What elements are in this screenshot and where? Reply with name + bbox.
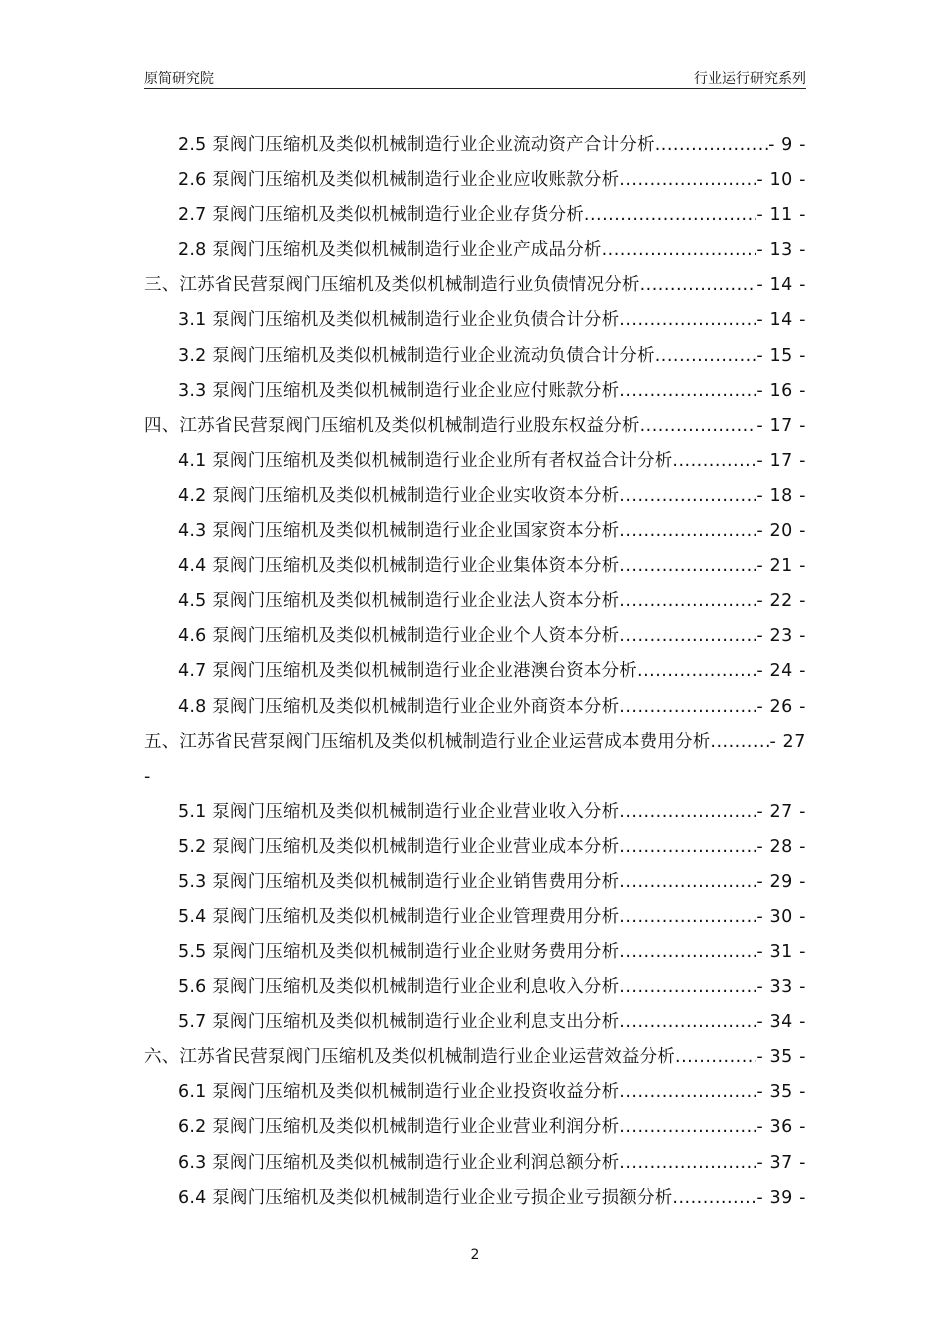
toc-entry-title: 四、江苏省民营泵阀门压缩机及类似机械制造行业股东权益分析 <box>144 415 640 436</box>
toc-leader-dots <box>619 619 756 654</box>
toc-leader-dots <box>619 1110 756 1145</box>
toc-entry-title: 2.7 泵阀门压缩机及类似机械制造行业企业存货分析 <box>178 205 584 226</box>
toc-leader-dots <box>640 409 757 444</box>
toc-leader-dots <box>619 584 756 619</box>
toc-leader-dots <box>672 1181 756 1216</box>
toc-entry-page: - 27 - <box>756 801 806 822</box>
toc-entry-title: 5.7 泵阀门压缩机及类似机械制造行业企业利息支出分析 <box>178 1012 620 1033</box>
toc-entry-page: - 21 - <box>756 556 806 577</box>
toc-entry[interactable] <box>144 1040 806 1075</box>
toc-entry-title: 六、江苏省民营泵阀门压缩机及类似机械制造行业企业运营效益分析 <box>144 1047 675 1068</box>
header-series-title: 行业运行研究系列 <box>694 71 806 87</box>
toc-entry[interactable] <box>144 865 806 900</box>
toc-leader-dots <box>619 970 756 1005</box>
toc-leader-dots <box>619 549 756 584</box>
toc-entry-title: 4.8 泵阀门压缩机及类似机械制造行业企业外商资本分析 <box>178 696 620 717</box>
toc-entry-title: 5.4 泵阀门压缩机及类似机械制造行业企业管理费用分析 <box>178 906 620 927</box>
toc-entry-title: 2.8 泵阀门压缩机及类似机械制造行业企业产成品分析 <box>178 240 602 261</box>
toc-entry-title: 6.4 泵阀门压缩机及类似机械制造行业企业亏损企业亏损额分析 <box>178 1187 673 1208</box>
toc-entry-page: - 35 - <box>756 1047 806 1068</box>
toc-entry[interactable] <box>144 725 806 795</box>
toc-leader-dots <box>710 725 769 760</box>
toc-entry-page: - 23 - <box>756 626 806 647</box>
toc-entry[interactable] <box>144 479 806 514</box>
toc-entry-title: 三、江苏省民营泵阀门压缩机及类似机械制造行业负债情况分析 <box>144 275 640 296</box>
toc-leader-dots <box>619 935 756 970</box>
toc-entry-page: - 16 - <box>756 380 806 401</box>
toc-entry-page: - 26 - <box>756 696 806 717</box>
toc-entry-page: - 9 - <box>768 135 806 155</box>
toc-leader-dots <box>619 374 756 409</box>
toc-entry[interactable] <box>144 1146 806 1181</box>
toc-entry[interactable] <box>144 163 806 198</box>
toc-entry[interactable] <box>144 303 806 338</box>
toc-entry-title: 4.3 泵阀门压缩机及类似机械制造行业企业国家资本分析 <box>178 521 620 542</box>
toc-entry-page: - 11 - <box>756 205 806 226</box>
toc-entry-page: - 18 - <box>756 485 806 506</box>
toc-leader-dots <box>655 339 757 374</box>
toc-entry[interactable] <box>144 584 806 619</box>
toc-entry-title: 五、江苏省民营泵阀门压缩机及类似机械制造行业企业运营成本费用分析 <box>144 731 711 752</box>
toc-entry[interactable] <box>144 654 806 689</box>
toc-leader-dots <box>672 444 756 479</box>
toc-entry-title: 4.5 泵阀门压缩机及类似机械制造行业企业法人资本分析 <box>178 591 620 612</box>
toc-entry-page: - 15 - <box>756 345 806 366</box>
toc-entry-page: - 14 - <box>756 310 806 331</box>
toc-entry-page: - 17 - <box>756 450 806 471</box>
toc-entry-page: - 24 - <box>756 661 806 682</box>
toc-leader-dots <box>675 1040 756 1075</box>
toc-entry[interactable] <box>144 1075 806 1110</box>
toc-leader-dots <box>619 163 756 198</box>
toc-leader-dots <box>584 198 756 233</box>
toc-entry-page: - 34 - <box>756 1012 806 1033</box>
toc-entry[interactable] <box>144 1110 806 1145</box>
toc-entry-page: - 10 - <box>756 170 806 191</box>
toc-entry-page: - 33 - <box>756 977 806 998</box>
toc-entry[interactable] <box>144 1005 806 1040</box>
toc-entry-page: - 35 - <box>756 1082 806 1103</box>
toc-entry[interactable] <box>144 444 806 479</box>
toc-entry-title: 5.3 泵阀门压缩机及类似机械制造行业企业销售费用分析 <box>178 871 620 892</box>
page-number: 2 <box>470 1247 480 1263</box>
toc-entry-title: 4.6 泵阀门压缩机及类似机械制造行业企业个人资本分析 <box>178 626 620 647</box>
page-header <box>144 66 806 89</box>
toc-entry-page: - 36 - <box>756 1117 806 1138</box>
toc-leader-dots <box>619 1005 756 1040</box>
toc-entry-page: - 30 - <box>756 906 806 927</box>
toc-leader-dots <box>619 303 756 338</box>
toc-leader-dots <box>619 479 756 514</box>
toc-entry-title: 4.1 泵阀门压缩机及类似机械制造行业企业所有者权益合计分析 <box>178 450 673 471</box>
toc-entry[interactable] <box>144 690 806 725</box>
toc-entry-title: 5.1 泵阀门压缩机及类似机械制造行业企业营业收入分析 <box>178 801 620 822</box>
toc-entry-title: 6.1 泵阀门压缩机及类似机械制造行业企业投资收益分析 <box>178 1082 620 1103</box>
toc-entry[interactable] <box>144 935 806 970</box>
toc-entry[interactable] <box>144 409 806 444</box>
toc-leader-dots <box>619 1146 756 1181</box>
toc-entry-page: - 27 <box>769 731 806 752</box>
toc-entry-page: - 31 - <box>756 941 806 962</box>
toc-leader-dots <box>619 795 756 830</box>
toc-leader-dots <box>619 514 756 549</box>
header-organization: 原简研究院 <box>144 71 214 87</box>
toc-entry-page: - 13 - <box>756 240 806 261</box>
toc-entry-title: 3.1 泵阀门压缩机及类似机械制造行业企业负债合计分析 <box>178 310 620 331</box>
toc-leader-dots <box>619 865 756 900</box>
toc-leader-dots <box>637 654 756 689</box>
toc-entry[interactable] <box>144 268 806 303</box>
toc-entry[interactable] <box>144 619 806 654</box>
toc-entry-page: - 17 - <box>756 415 806 436</box>
toc-entry-page: - 29 - <box>756 871 806 892</box>
toc-entry-title: 2.5 泵阀门压缩机及类似机械制造行业企业流动资产合计分析 <box>178 135 655 155</box>
toc-entry[interactable] <box>144 900 806 935</box>
toc-leader-dots <box>619 830 756 865</box>
toc-entry-title: 5.6 泵阀门压缩机及类似机械制造行业企业利息收入分析 <box>178 977 620 998</box>
toc-entry[interactable] <box>144 374 806 409</box>
toc-entry-page: - 14 - <box>756 275 806 296</box>
toc-entry-title: 3.2 泵阀门压缩机及类似机械制造行业企业流动负债合计分析 <box>178 345 655 366</box>
toc-entry[interactable] <box>144 1181 806 1216</box>
toc-entry[interactable] <box>144 514 806 549</box>
table-of-contents <box>144 128 806 1216</box>
toc-entry-title: 5.5 泵阀门压缩机及类似机械制造行业企业财务费用分析 <box>178 941 620 962</box>
toc-entry[interactable] <box>144 970 806 1005</box>
toc-leader-dots <box>619 900 756 935</box>
toc-entry-page: - 22 - <box>756 591 806 612</box>
toc-leader-dots <box>619 1075 756 1110</box>
toc-entry-page: - 39 - <box>756 1187 806 1208</box>
toc-entry-page: - 28 - <box>756 836 806 857</box>
toc-leader-dots <box>655 128 768 163</box>
toc-entry[interactable] <box>144 795 806 830</box>
toc-entry-page: - 37 - <box>756 1152 806 1173</box>
toc-entry-title: 4.7 泵阀门压缩机及类似机械制造行业企业港澳台资本分析 <box>178 661 637 682</box>
toc-entry[interactable] <box>144 339 806 374</box>
toc-leader-dots <box>602 233 757 268</box>
toc-entry[interactable] <box>144 198 806 233</box>
toc-entry[interactable] <box>144 549 806 584</box>
toc-entry-title: 6.2 泵阀门压缩机及类似机械制造行业企业营业利润分析 <box>178 1117 620 1138</box>
toc-leader-dots <box>640 268 757 303</box>
toc-entry[interactable] <box>144 233 806 268</box>
toc-entry-title: 2.6 泵阀门压缩机及类似机械制造行业企业应收账款分析 <box>178 170 620 191</box>
toc-entry-title: 4.2 泵阀门压缩机及类似机械制造行业企业实收资本分析 <box>178 485 620 506</box>
toc-entry-title: 3.3 泵阀门压缩机及类似机械制造行业企业应付账款分析 <box>178 380 620 401</box>
toc-entry-page-continuation: - <box>144 766 151 787</box>
toc-entry-title: 4.4 泵阀门压缩机及类似机械制造行业企业集体资本分析 <box>178 556 620 577</box>
toc-entry[interactable] <box>144 830 806 865</box>
toc-entry[interactable] <box>144 128 806 163</box>
toc-entry-title: 5.2 泵阀门压缩机及类似机械制造行业企业营业成本分析 <box>178 836 620 857</box>
toc-entry-title: 6.3 泵阀门压缩机及类似机械制造行业企业利润总额分析 <box>178 1152 620 1173</box>
toc-entry-page: - 20 - <box>756 521 806 542</box>
toc-leader-dots <box>619 690 756 725</box>
